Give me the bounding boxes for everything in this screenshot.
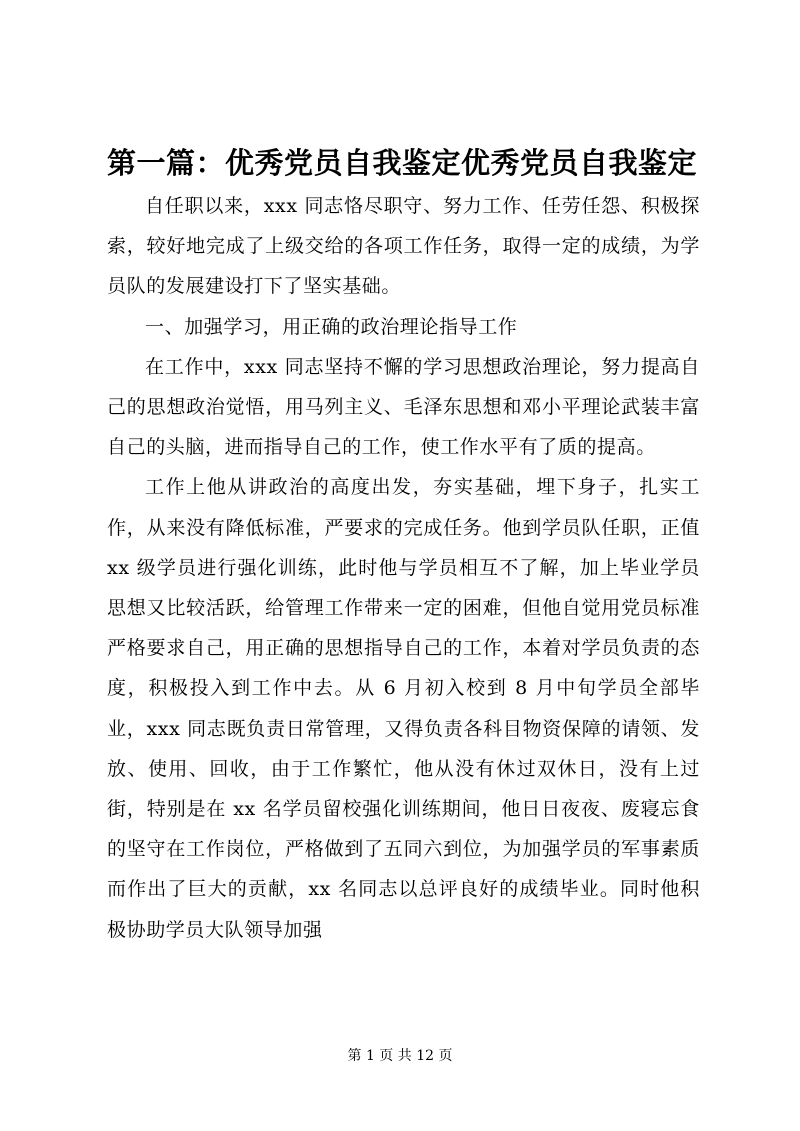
section-heading: 一、加强学习，用正确的政治理论指导工作	[145, 315, 518, 338]
document-title: 第一篇：优秀党员自我鉴定优秀党员自我鉴定	[107, 146, 698, 180]
document-body	[107, 186, 700, 950]
paragraph-intro: 自任职以来，xxx 同志恪尽职守、努力工作、任劳任怨、积极探索，较好地完成了上级交给的各项工作任务，取得一定的成绩，为学员队的发展建设打下了坚实基础。	[107, 195, 700, 298]
paragraph-work: 工作上他从讲政治的高度出发，夯实基础，埋下身子，扎实工作，从来没有降低标准，严要求的完成任务。他到学员队任职，正值 xx 级学员进行强化训练，此时他与学员相互不了解，加上毕业学员思想又比较活跃，给管理工作带来一定的困难，但他自觉用党员标准严格要求自己，用正确的思想指导自己的工作，本着对学员负责的态度，积极投入到工作中去。从 6 月初入校到 8 月中旬学员全部毕业，xxx 同志既负责日常管理，又得负责各科目物资保障的请领、发放、使用、回收，由于工作繁忙，他从没有休过双休日，没有上过街，特别是在 xx 名学员留校强化训练期间，他日日夜夜、废寝忘食的坚守在工作岗位，严格做到了五同六到位，为加强学员的军事素质而作出了巨大的贡献，xx 名同志以总评良好的成绩毕业。同时他积极协助学员大队领导加强	[107, 476, 700, 941]
page-number: 第 1 页 共 12 页	[347, 1048, 453, 1064]
paragraph-study: 在工作中，xxx 同志坚持不懈的学习思想政治理论，努力提高自己的思想政治觉悟，用马列主义、毛泽东思想和邓小平理论武装丰富自己的头脑，进而指导自己的工作，使工作水平有了质的提高。	[107, 355, 700, 459]
